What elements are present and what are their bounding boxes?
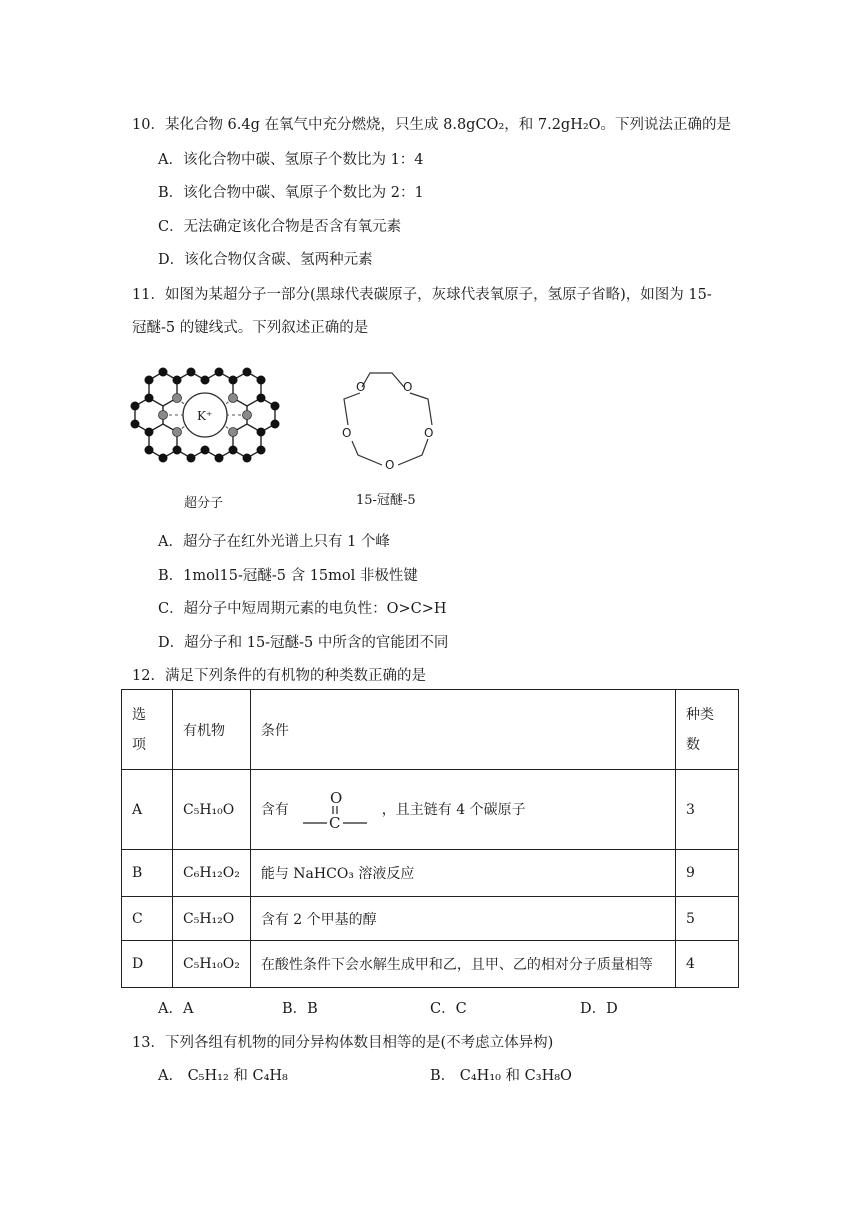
table-row	[122, 850, 739, 897]
condition-suffix: ，且主链有 4 个碳原子	[381, 801, 526, 818]
header-count: 种类 数	[676, 690, 739, 770]
q10-option-c: C．无法确定该化合物是否含有氧元素	[158, 219, 402, 235]
row-count: 5	[676, 897, 739, 941]
q11-stem-line1: 11．如图为某超分子一部分(黑球代表碳原子，灰球代表氧原子，氢原子省略)，如图为 15-	[132, 287, 712, 303]
crown-o-2: O	[403, 380, 413, 394]
row-count: 3	[676, 770, 739, 850]
carbonyl-structure	[299, 787, 371, 833]
row-count: 9	[676, 850, 739, 897]
q13-stem: 13．下列各组有机物的同分异构体数目相等的是(不考虑立体异构)	[132, 1035, 554, 1051]
table-row	[122, 941, 739, 988]
q11-stem-line2: 冠醚-5 的键线式。下列叙述正确的是	[132, 320, 369, 336]
row-option: B	[122, 850, 173, 897]
q11-option-d: D．超分子和 15-冠醚-5 中所含的官能团不同	[158, 635, 449, 651]
crown-o-3: O	[424, 426, 434, 440]
crown-o-4: O	[385, 458, 395, 472]
row-formula: C₆H₁₂O₂	[173, 850, 251, 897]
supramolecule-figure	[125, 360, 285, 480]
header-condition: 条件	[250, 690, 675, 770]
potassium-label: K⁺	[197, 409, 213, 423]
row-condition: 能与 NaHCO₃ 溶液反应	[250, 850, 675, 897]
q11-option-c: C．超分子中短周期元素的电负性：O>C>H	[158, 601, 447, 617]
row-count: 4	[676, 941, 739, 988]
q12-answer-a: A．A	[158, 1001, 194, 1017]
condition-prefix: 含有	[260, 801, 289, 818]
table-row	[122, 897, 739, 941]
table-header-row	[122, 690, 739, 770]
q13-option-b: B． C₄H₁₀ 和 C₃H₈O	[430, 1068, 572, 1084]
crown-o-5: O	[342, 426, 352, 440]
row-formula: C₅H₁₀O₂	[173, 941, 251, 988]
q11-option-b: B．1mol15-冠醚-5 含 15mol 非极性键	[158, 568, 418, 584]
row-condition: 含有 2 个甲基的醇	[250, 897, 675, 941]
table-row	[122, 770, 739, 850]
row-option: C	[122, 897, 173, 941]
q12-answer-c: C．C	[430, 1001, 467, 1017]
q12-answer-d: D．D	[580, 1001, 618, 1017]
row-option: A	[122, 770, 173, 850]
row-condition: 在酸性条件下会水解生成甲和乙，且甲、乙的相对分子质量相等	[250, 941, 675, 988]
header-organic: 有机物	[173, 690, 251, 770]
crown-o-1: O	[356, 380, 366, 394]
crown-ether-caption: 15-冠醚-5	[356, 493, 416, 508]
crown-ether-figure	[320, 355, 460, 485]
q10-option-b: B．该化合物中碳、氧原子个数比为 2：1	[158, 185, 424, 201]
q12-stem: 12．满足下列条件的有机物的种类数正确的是	[132, 668, 426, 684]
row-formula: C₅H₁₀O	[173, 770, 251, 850]
row-condition	[250, 770, 675, 850]
svg-text:O: O	[330, 788, 343, 807]
q12-answer-b: B．B	[282, 1001, 318, 1017]
q10-option-d: D．该化合物仅含碳、氢两种元素	[158, 252, 373, 268]
q13-option-a: A． C₅H₁₂ 和 C₄H₈	[158, 1068, 288, 1084]
svg-text:C: C	[329, 813, 341, 832]
q10-stem: 10．某化合物 6.4g 在氧气中充分燃烧，只生成 8.8gCO₂，和 7.2gH₂O。下列说法正确的是	[132, 117, 732, 133]
row-option: D	[122, 941, 173, 988]
supramolecule-caption: 超分子	[184, 496, 224, 511]
row-formula: C₅H₁₂O	[173, 897, 251, 941]
header-option: 选 项	[122, 690, 173, 770]
q11-option-a: A．超分子在红外光谱上只有 1 个峰	[158, 534, 390, 550]
q12-table	[121, 689, 739, 988]
q10-option-a: A．该化合物中碳、氢原子个数比为 1：4	[158, 152, 424, 168]
